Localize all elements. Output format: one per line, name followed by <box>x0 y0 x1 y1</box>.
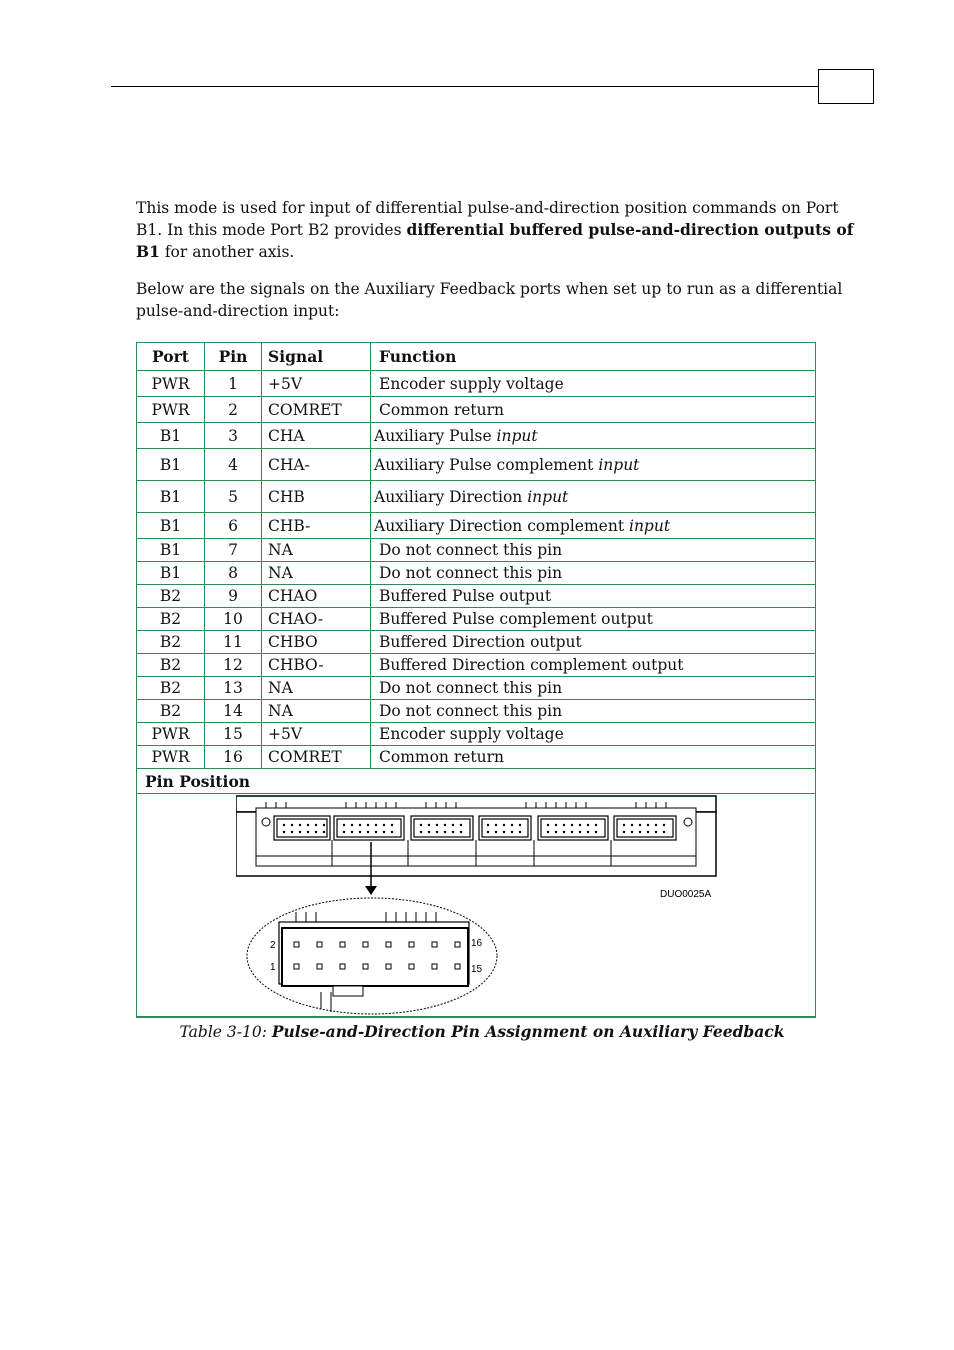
function-text: Do not connect this pin <box>379 541 563 559</box>
cell-function <box>371 654 816 677</box>
intro-paragraph <box>136 197 856 263</box>
cell-pin: 13 <box>205 677 262 700</box>
cell-signal: +5V <box>262 723 371 746</box>
cell-signal: NA <box>262 677 371 700</box>
callout-arrow-head <box>365 886 377 895</box>
cell-port: B2 <box>137 631 205 654</box>
function-text: Auxiliary Direction complement <box>374 516 629 535</box>
function-italic-text: input <box>496 426 538 445</box>
cell-function <box>371 746 816 769</box>
caption-title: Pulse-and-Direction Pin Assignment on Auxiliary Feedback <box>271 1022 785 1041</box>
pin-assignment-table <box>136 342 816 1018</box>
table-row <box>137 371 816 397</box>
cell-port: PWR <box>137 397 205 423</box>
pin-position-row <box>137 769 816 794</box>
pin-label-2: 2 <box>270 940 276 951</box>
cell-pin: 10 <box>205 608 262 631</box>
header-function: Function <box>371 343 816 371</box>
function-text: Buffered Direction output <box>379 633 582 651</box>
header-rule <box>111 86 819 87</box>
table-row <box>137 654 816 677</box>
function-text: Do not connect this pin <box>379 702 563 720</box>
function-text: Do not connect this pin <box>379 679 563 697</box>
cell-port: PWR <box>137 723 205 746</box>
cell-signal: CHB <box>262 481 371 513</box>
cell-pin: 16 <box>205 746 262 769</box>
table-row <box>137 562 816 585</box>
cell-signal: COMRET <box>262 397 371 423</box>
header-port: Port <box>137 343 205 371</box>
cell-function <box>371 608 816 631</box>
cell-pin: 15 <box>205 723 262 746</box>
signals-paragraph: Below are the signals on the Auxiliary Feedback ports when set up to run as a differential pulse-and-direction input: <box>136 280 843 320</box>
cell-function <box>371 585 816 608</box>
cell-pin: 4 <box>205 449 262 481</box>
cell-pin: 5 <box>205 481 262 513</box>
cell-pin: 2 <box>205 397 262 423</box>
cell-function <box>371 397 816 423</box>
connector-diagram <box>236 794 718 1016</box>
cell-port: B1 <box>137 481 205 513</box>
function-text: Common return <box>379 748 505 766</box>
intro-text-end: for another axis. <box>159 243 295 261</box>
cell-pin: 9 <box>205 585 262 608</box>
table-header-row <box>137 343 816 371</box>
cell-port: B1 <box>137 539 205 562</box>
table-row <box>137 631 816 654</box>
cell-pin: 7 <box>205 539 262 562</box>
cell-signal: NA <box>262 539 371 562</box>
cell-port: B2 <box>137 585 205 608</box>
function-text: Auxiliary Direction <box>374 487 528 506</box>
cell-signal: CHA- <box>262 449 371 481</box>
magnified-connector-shell <box>282 928 468 986</box>
table-row <box>137 746 816 769</box>
cell-function <box>371 481 816 513</box>
cell-signal: +5V <box>262 371 371 397</box>
function-text: Common return <box>379 400 505 419</box>
cell-port: B1 <box>137 423 205 449</box>
function-text: Buffered Pulse complement output <box>379 610 653 628</box>
cell-port: PWR <box>137 746 205 769</box>
pin-label-1: 1 <box>270 962 276 973</box>
mount-hole-left <box>262 818 270 826</box>
cell-pin: 6 <box>205 513 262 539</box>
table-row <box>137 513 816 539</box>
pin-position-cell <box>137 794 816 1018</box>
cell-signal: CHBO- <box>262 654 371 677</box>
cell-signal: CHAO- <box>262 608 371 631</box>
pin-position-label: Pin Position <box>137 769 816 794</box>
table-row <box>137 481 816 513</box>
table-row <box>137 608 816 631</box>
cell-function <box>371 423 816 449</box>
table-caption <box>136 1022 828 1041</box>
header-pin: Pin <box>205 343 262 371</box>
cell-signal: CHAO <box>262 585 371 608</box>
cell-function <box>371 677 816 700</box>
function-text: Buffered Direction complement output <box>379 656 684 674</box>
cell-pin: 12 <box>205 654 262 677</box>
cell-port: B2 <box>137 677 205 700</box>
function-italic-text: input <box>527 487 569 506</box>
function-text: Do not connect this pin <box>379 564 563 582</box>
function-text: Encoder supply voltage <box>379 725 564 743</box>
pin-position-image-row <box>137 794 816 1018</box>
cell-pin: 8 <box>205 562 262 585</box>
cell-function <box>371 449 816 481</box>
function-text: Auxiliary Pulse complement <box>374 455 599 474</box>
function-text: Auxiliary Pulse <box>374 426 497 445</box>
table-row <box>137 585 816 608</box>
function-italic-text: input <box>628 516 671 535</box>
cell-signal: CHA <box>262 423 371 449</box>
cell-function <box>371 513 816 539</box>
function-italic-text: input <box>598 455 640 474</box>
cell-pin: 1 <box>205 371 262 397</box>
caption-prefix: Table 3-10: <box>179 1023 272 1041</box>
cell-function <box>371 631 816 654</box>
function-text: Buffered Pulse output <box>379 587 552 605</box>
cell-function <box>371 371 816 397</box>
table-row <box>137 539 816 562</box>
cell-pin: 3 <box>205 423 262 449</box>
cell-function <box>371 539 816 562</box>
diagram-code: DUO0025A <box>660 889 712 900</box>
cell-pin: 11 <box>205 631 262 654</box>
header-signal: Signal <box>262 343 371 371</box>
function-text: Encoder supply voltage <box>379 374 564 393</box>
cell-port: B2 <box>137 608 205 631</box>
cell-function <box>371 562 816 585</box>
cell-signal: NA <box>262 562 371 585</box>
table-row <box>137 423 816 449</box>
intro-bold-text: differential buffered pulse-and-direction outputs of B1 <box>136 220 854 261</box>
page-number-box <box>818 69 874 104</box>
cell-signal: NA <box>262 700 371 723</box>
table-row <box>137 700 816 723</box>
cell-port: PWR <box>137 371 205 397</box>
pin-label-16: 16 <box>471 938 483 949</box>
cell-port: B1 <box>137 513 205 539</box>
cell-function <box>371 700 816 723</box>
cell-port: B2 <box>137 700 205 723</box>
cell-signal: CHB- <box>262 513 371 539</box>
cell-signal: COMRET <box>262 746 371 769</box>
magnified-key <box>333 986 363 996</box>
cell-signal: CHBO <box>262 631 371 654</box>
table-row <box>137 677 816 700</box>
pin-label-15: 15 <box>471 964 483 975</box>
intro-text: This mode is used for input of differential pulse-and-direction position commands on Port B1. In this mode Port B2 provides <box>136 199 839 239</box>
mount-hole-right <box>684 818 692 826</box>
table-row <box>137 449 816 481</box>
cell-pin: 14 <box>205 700 262 723</box>
cell-port: B1 <box>137 562 205 585</box>
table-row <box>137 397 816 423</box>
cell-port: B1 <box>137 449 205 481</box>
cell-port: B2 <box>137 654 205 677</box>
table-row <box>137 723 816 746</box>
cell-function <box>371 723 816 746</box>
